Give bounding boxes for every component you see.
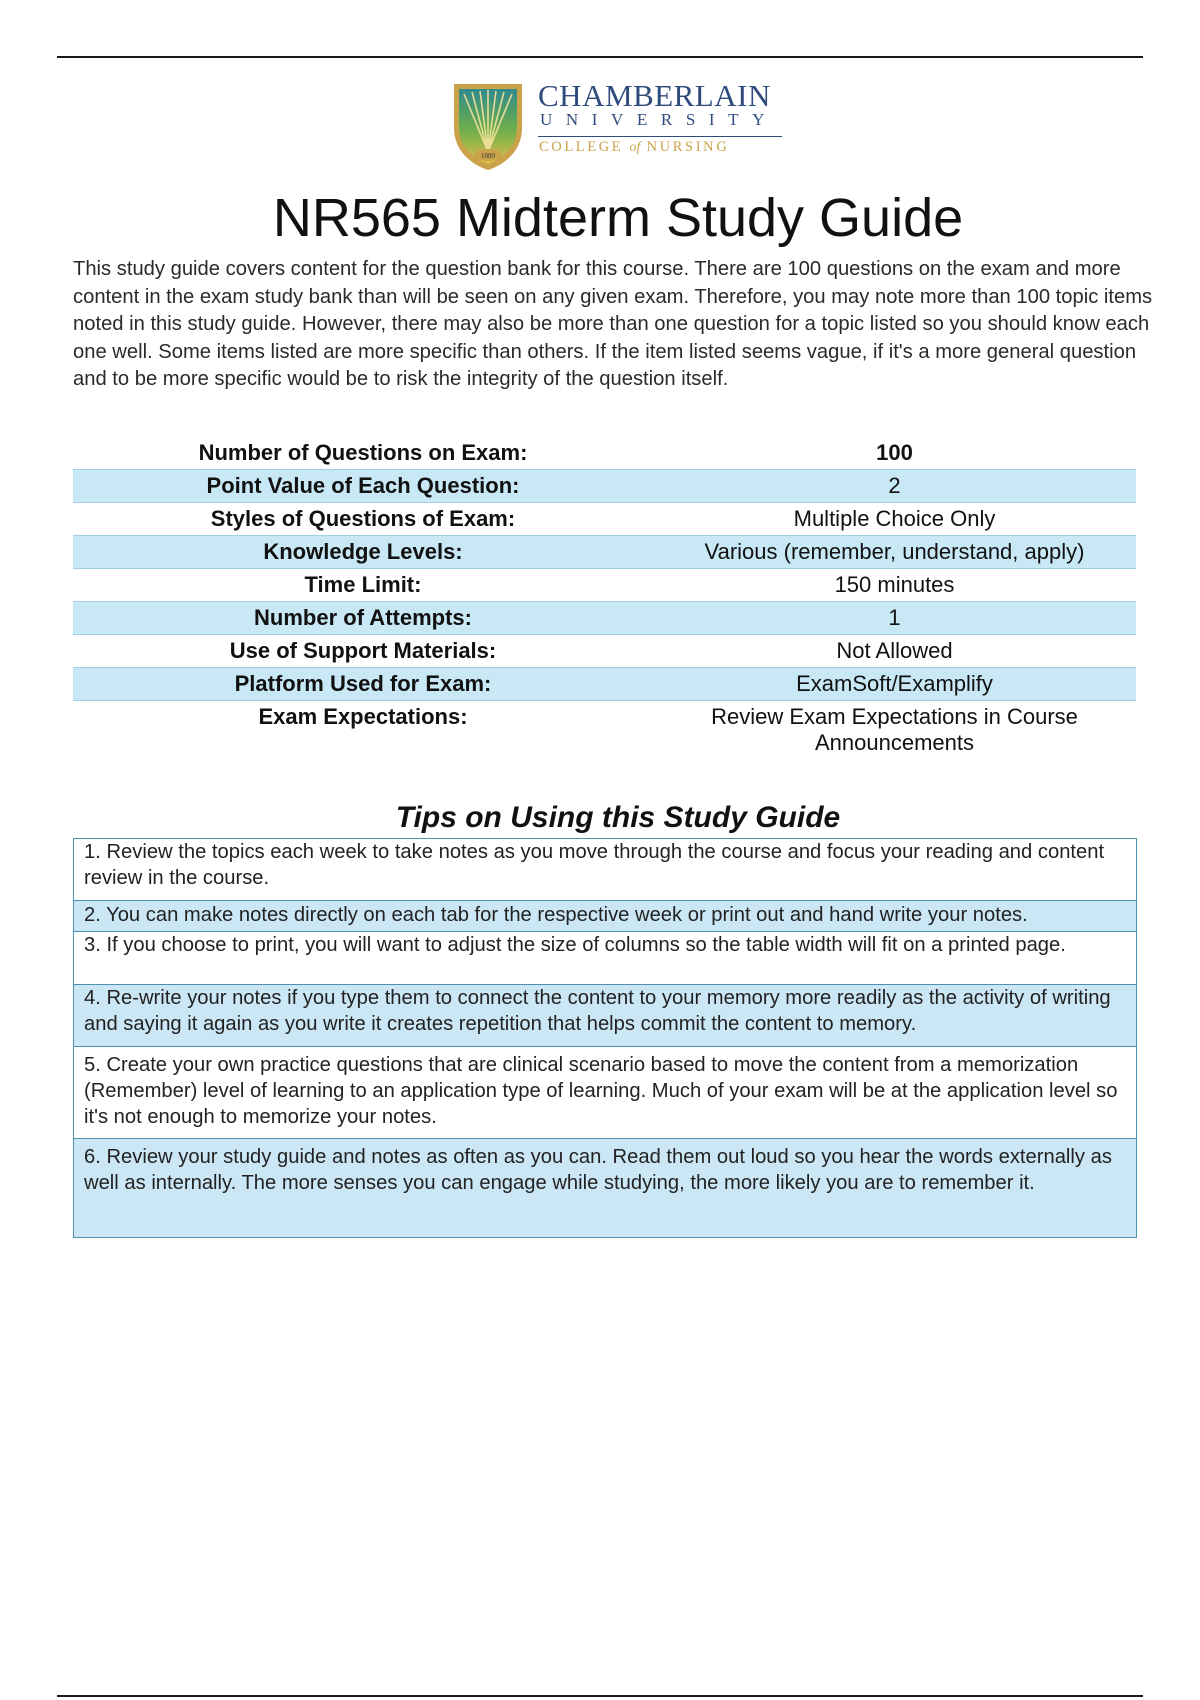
exam-info-label: Time Limit: (304, 572, 422, 597)
tip-item: 5. Create your own practice questions that are clinical scenario based to move the content from a memorization (Remember) level of learning to an application type of learning. Much of your exam will be at the application level so it's not enough to memorize your notes. (74, 1046, 1136, 1138)
exam-info-label: Number of Questions on Exam: (198, 440, 528, 465)
page-title: NR565 Midterm Study Guide (272, 188, 964, 248)
shield-icon (450, 80, 526, 172)
exam-info-row (73, 503, 1136, 536)
exam-info-value: 150 minutes (834, 572, 955, 597)
exam-info-label: Styles of Questions of Exam: (210, 506, 516, 531)
tip-item: 1. Review the topics each week to take notes as you move through the course and focus your reading and content review in the course. (84, 841, 1105, 889)
tips-heading: Tips on Using this Study Guide (395, 801, 841, 834)
logo-line-college (539, 139, 729, 156)
exam-info-label: Use of Support Materials: (229, 638, 497, 663)
exam-info-label: Exam Expectations: (258, 704, 468, 729)
tips-table (73, 838, 1137, 1238)
exam-info-row (73, 569, 1136, 602)
exam-info-row (73, 536, 1136, 569)
logo-college-word: COLLEGE (539, 139, 624, 155)
chamberlain-logo (450, 80, 790, 172)
exam-info-value: 1 (653, 602, 1136, 635)
intro-paragraph: This study guide covers content for the question bank for this course. There are 100 questions on the exam and more content in the exam study bank than will be seen on any given exam. Therefore, you may note more than 100 topic items noted in this study guide. However, there may also be more than one question for a topic listed so you should know each one well. Some items listed are more specific than others. If the item listed seems vague, if it's a more general question and to be more specific would be to risk the integrity of the question itself. (73, 258, 1153, 391)
exam-info-row (73, 602, 1136, 635)
exam-info-value: ExamSoft/Examplify (653, 668, 1136, 701)
exam-info-value: 100 (876, 440, 913, 465)
logo-nursing-word: NURSING (646, 139, 730, 155)
exam-info-value: Multiple Choice Only (793, 506, 996, 531)
exam-info-label: Number of Attempts: (73, 602, 653, 635)
exam-info-label: Knowledge Levels: (73, 536, 653, 569)
bottom-rule (57, 1695, 1143, 1697)
exam-info-label: Platform Used for Exam: (73, 668, 653, 701)
exam-info-value: Not Allowed (836, 638, 953, 663)
top-rule (57, 56, 1143, 58)
exam-info-table (73, 437, 1136, 758)
tip-item: 4. Re-write your notes if you type them to connect the content to your memory more readily as the activity of writing and saying it again as you write it creates repetition that helps commit the content to memory. (74, 984, 1136, 1046)
logo-divider (538, 136, 782, 137)
exam-info-label: Point Value of Each Question: (73, 470, 653, 503)
exam-info-row (73, 701, 1136, 759)
exam-info-row (73, 635, 1136, 668)
shield-year: 1889 (481, 152, 495, 160)
exam-info-value: 2 (653, 470, 1136, 503)
exam-info-row (73, 437, 1136, 470)
exam-info-row (73, 668, 1136, 701)
exam-info-value: Various (remember, understand, apply) (653, 536, 1136, 569)
logo-line-chamberlain: CHAMBERLAIN (538, 78, 771, 113)
logo-line-university: UNIVERSITY (540, 110, 778, 129)
logo-of-word: of (629, 140, 641, 155)
tip-item: 6. Review your study guide and notes as often as you can. Read them out loud so you hear the words externally as well as internally. The more senses you can engage while studying, the more likely you are to remember it. (74, 1138, 1136, 1237)
tip-item: 3. If you choose to print, you will want to adjust the size of columns so the table width will fit on a printed page. (74, 931, 1136, 984)
exam-info-value: Review Exam Expectations in Course Announcements (711, 704, 1078, 755)
exam-info-row (73, 470, 1136, 503)
logo-wordmark (538, 80, 790, 172)
tip-item: 2. You can make notes directly on each tab for the respective week or print out and hand write your notes. (74, 900, 1136, 931)
